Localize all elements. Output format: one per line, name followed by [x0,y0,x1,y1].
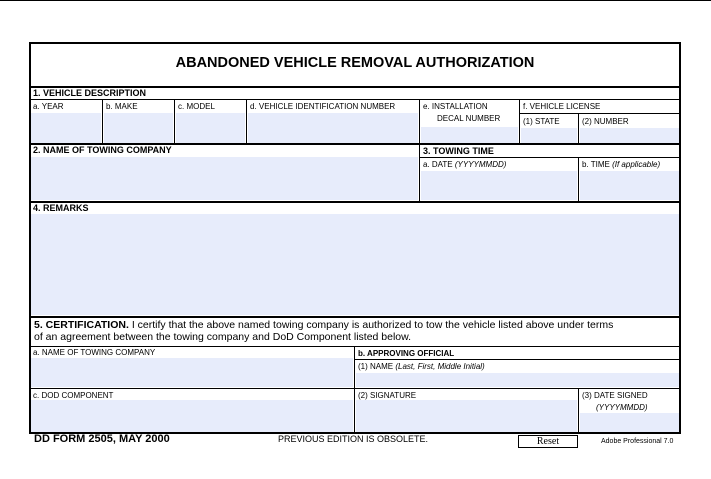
certification-text-1: I certify that the above named towing company is authorized to tow the vehicle listed above under terms [131,319,614,331]
date-signed-hint: (YYYYMMDD) [596,403,648,412]
official-name-field[interactable] [356,373,679,387]
decal-input[interactable] [421,129,518,145]
approving-official-label: b. APPROVING OFFICIAL [358,349,455,358]
state-input[interactable] [521,131,577,146]
vin-field[interactable] [248,113,418,143]
rule-section1-subheader [29,99,681,100]
decal-field[interactable] [421,127,518,143]
remarks-field[interactable] [31,214,679,315]
date-signed-input[interactable] [580,414,679,433]
model-label: c. MODEL [178,102,215,111]
towing-time-label [582,161,660,169]
towing-date-input[interactable] [421,171,577,200]
divider-vin-decal [419,99,420,144]
make-label: b. MAKE [106,102,138,111]
number-input[interactable] [580,131,679,146]
dod-component-label: c. DOD COMPONENT [33,391,114,400]
rule-towing-time-split [419,157,681,158]
rule-license-split [519,113,681,114]
vin-input[interactable] [248,113,418,143]
model-field[interactable] [176,113,245,143]
towing-company-field[interactable] [31,157,418,200]
divider-decal-license [519,99,520,144]
towing-date-hint: (YYYYMMDD) [454,160,507,169]
signature-field[interactable] [356,400,577,432]
divider-state-number [578,113,579,144]
section3-heading: 3. TOWING TIME [423,146,494,156]
official-name-hint: (Last, First, Middle Initial) [395,362,485,371]
state-label: (1) STATE [523,117,560,126]
divider-section2-3 [419,143,420,202]
divider-model-vin [246,99,247,144]
obsolete-notice: PREVIOUS EDITION IS OBSOLETE. [278,434,429,444]
rule-certification-bottom [29,346,681,347]
section4-heading: 4. REMARKS [33,203,89,213]
towing-time-hint: (If applicable) [612,160,661,169]
towing-time-label-text: b. TIME [582,160,610,169]
model-input[interactable] [176,113,245,143]
rule-section4-bottom [29,316,681,318]
decal-label-line1: e. INSTALLATION [423,102,488,111]
state-field[interactable] [521,128,577,143]
form-id: DD FORM 2505, MAY 2000 [34,433,170,445]
year-label: a. YEAR [33,102,64,111]
top-rule [0,0,711,1]
remarks-input[interactable] [31,214,679,315]
divider-year-make [102,99,103,144]
dod-component-field[interactable] [31,400,353,432]
decal-label-line2: DECAL NUMBER [437,114,501,123]
certification-text-2: of an agreement between the towing company and DoD Component listed below. [34,331,412,343]
towing-company-sign-input[interactable] [31,358,353,387]
year-field[interactable] [31,113,101,143]
section2-heading: 2. NAME OF TOWING COMPANY [33,145,172,155]
reset-button[interactable]: Reset [518,435,578,448]
dod-component-input[interactable] [31,400,353,432]
make-field[interactable] [104,113,173,143]
towing-date-label-text: a. DATE [423,160,453,169]
date-signed-label: (3) DATE SIGNED [582,391,648,400]
towing-time-field[interactable] [580,171,679,200]
license-label: f. VEHICLE LICENSE [523,102,601,111]
official-name-input[interactable] [356,376,679,390]
number-label: (2) NUMBER [582,117,629,126]
make-input[interactable] [104,113,173,143]
divider-make-model [174,99,175,144]
certification-line1 [34,320,613,331]
rule-approving-split [354,359,681,360]
divider-signature-date [578,388,579,434]
year-input[interactable] [31,113,101,143]
rule-section23-bottom [29,201,681,203]
vin-label: d. VEHICLE IDENTIFICATION NUMBER [250,102,396,111]
towing-time-input[interactable] [580,171,679,200]
divider-date-time [578,157,579,202]
towing-date-label [423,161,506,169]
divider-section5-ab [354,346,355,434]
date-signed-field[interactable] [580,413,679,432]
towing-date-field[interactable] [421,171,577,200]
signature-label: (2) SIGNATURE [358,391,417,400]
official-name-label [358,363,485,371]
towing-company-input[interactable] [31,157,418,200]
form-title: ABANDONED VEHICLE REMOVAL AUTHORIZATION [175,55,535,71]
number-field[interactable] [580,128,679,143]
certification-heading: 5. CERTIFICATION. [34,319,129,331]
official-name-label-text: (1) NAME [358,362,394,371]
section1-heading: 1. VEHICLE DESCRIPTION [33,88,147,98]
adobe-version: Adobe Professional 7.0 [601,438,674,445]
towing-company-sign-field[interactable] [31,358,353,387]
towing-company-sign-label: a. NAME OF TOWING COMPANY [33,348,156,357]
